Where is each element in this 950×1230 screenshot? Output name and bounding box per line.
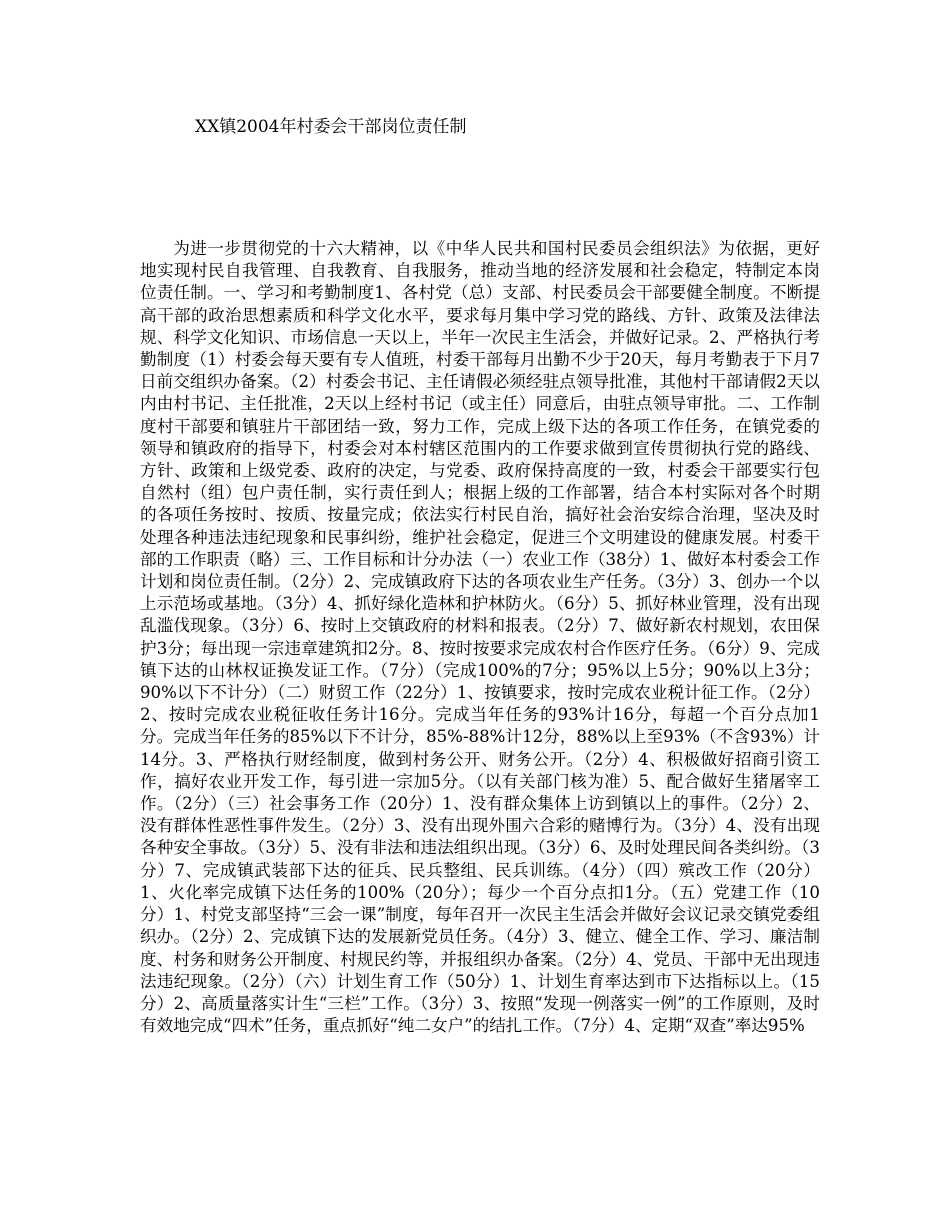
document-body-paragraph: 为进一步贯彻党的十六大精神，以《中华人民共和国村民委员会组织法》为依据，更好地实现村民自我管理、自我教育、自我服务，推动当地的经济发展和社会稳定，特制定本岗位责任制。一、学习和考勤制度1、各村党（总）支部、村民委员会干部要健全制度。不断提高干部的政治思想素质和科学文化水平，要求每月集中学习党的路线、方针、政策及法律法规、科学文化知识、市场信息一天以上，半年一次民主生活会，并做好记录。2、严格执行考勤制度（1）村委会每天要有专人值班，村委干部每月出勤不少于20天，每月考勤表于下月7日前交组织办备案。（2）村委会书记、主任请假必须经驻点领导批准，其他村干部请假2天以内由村书记、主任批准，2天以上经村书记（或主任）同意后，由驻点领导审批。二、工作制度村干部要和镇驻片干部团结一致，努力工作，完成上级下达的各项工作任务，在镇党委的领导和镇政府的指导下，村委会对本村辖区范围内的工作要求做到宣传贯彻执行党的路线、方针、政策和上级党委、政府的决定，与党委、政府保持高度的一致，村委会干部要实行包自然村（组）包户责任制，实行责任到人；根据上级的工作部署，结合本村实际对各个时期的各项任务按时、按质、按量完成；依法实行村民自治，搞好社会治安综合治理，坚决及时处理各种违法违纪现象和民事纠纷，维护社会稳定，促进三个文明建设的健康发展。村委干部的工作职责（略）三、工作目标和计分办法（一）农业工作（38分）1、做好本村委会工作计划和岗位责任制。（2分）2、完成镇政府下达的各项农业生产任务。（3分）3、创办一个以上示范场或基地。（3分）4、抓好绿化造林和护林防火。（6分）5、抓好林业管理，没有出现乱滥伐现象。（3分）6、按时上交镇政府的材料和报表。（2分）7、做好新农村规划，农田保护3分；每出现一宗违章建筑扣2分。8、按时按要求完成农村合作医疗任务。（6分）9、完成镇下达的山林权证换发证工作。（7分）（完成100%的7分；95%以上5分；90%以上3分；90%以下不计分）（二）财贸工作（22分）1、按镇要求，按时完成农业税计征工作。（2分）2、按时完成农业税征收任务计16分。完成当年任务的93%计16分，每超一个百分点加1分。完成当年任务的85%以下不计分，85%-88%计12分，88%以上至93%（不含93%）计14分。3、严格执行财经制度，做到村务公开、财务公开。（2分）4、积极做好招商引资工作，搞好农业开发工作，每引进一宗加5分。（以有关部门核为准）5、配合做好生猪屠宰工作。（2分）（三）社会事务工作（20分）1、没有群众集体上访到镇以上的事件。（2分）2、没有群体性恶性事件发生。（2分）3、没有出现外围六合彩的赌博行为。（3分）4、没有出现各种安全事故。（3分）5、没有非法和违法组织出现。（3分）6、及时处理民间各类纠纷。（3分）7、完成镇武装部下达的征兵、民兵整组、民兵训练。（4分）（四）殡改工作（20分）1、火化率完成镇下达任务的100%（20分）；每少一个百分点扣1分。（五）党建工作（10分）1、村党支部坚持“三会一课”制度，每年召开一次民主生活会并做好会议记录交镇党委组织办。（2分）2、完成镇下达的发展新党员任务。（4分）3、健立、健全工作、学习、廉洁制度、村务和财务公开制度、村规民约等，并报组织办备案。（2分）4、党员、干部中无出现违法违纪现象。（2分）（六）计划生育工作（50分）1、计划生育率达到市下达指标以上。（15分）2、高质量落实计生“三栏”工作。（3分）3、按照“发现一例落实一例”的工作原则，及时有效地完成“四术”任务，重点抓好“纯二女户”的结扎工作。（7分）4、定期“双查”率达95%: [140, 239, 820, 1036]
document-title: XX镇2004年村委会干部岗位责任制: [195, 117, 467, 137]
